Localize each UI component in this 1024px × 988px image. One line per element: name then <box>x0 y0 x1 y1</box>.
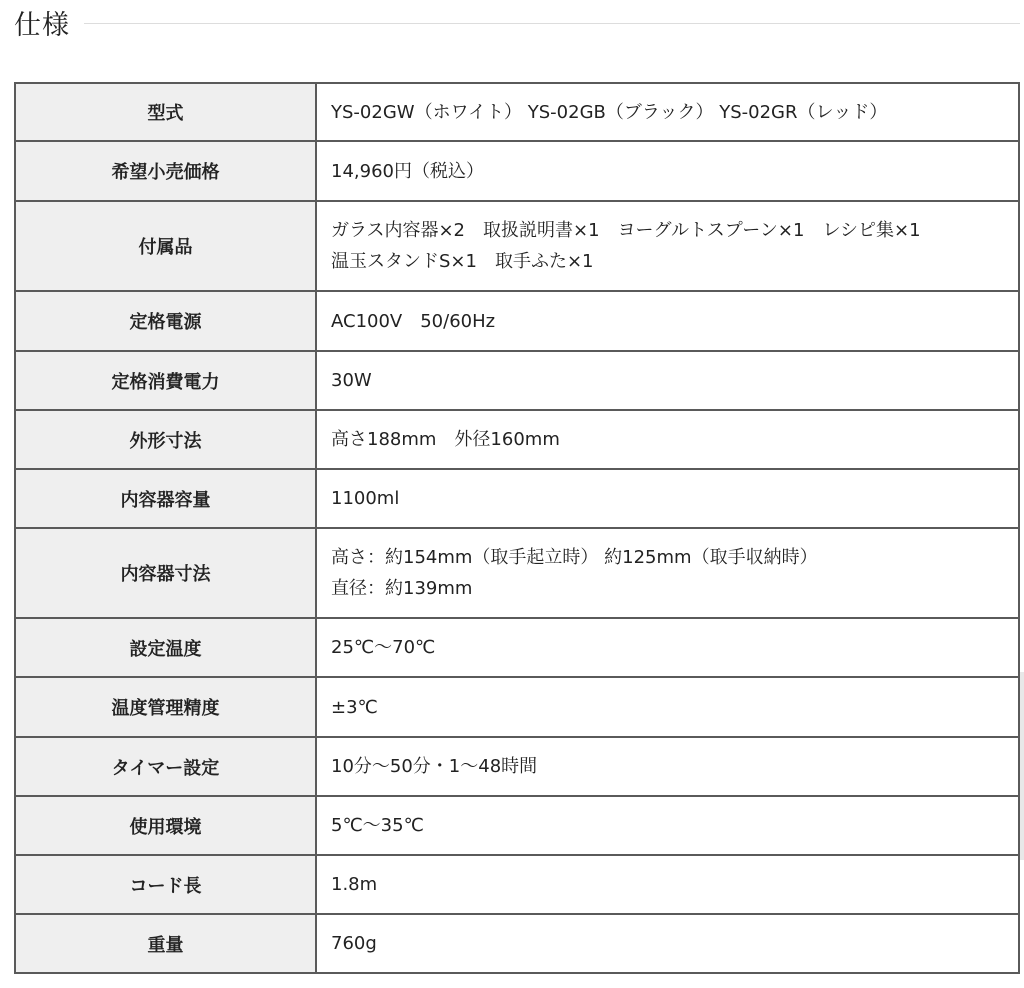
spec-value-line: 30W <box>331 370 372 391</box>
spec-row <box>15 410 1019 469</box>
spec-value-line: 高さ：約154mm（取手起立時） 約125mm（取手収納時） <box>331 547 818 568</box>
spec-value-line: 1100ml <box>331 488 400 509</box>
spec-label: 温度管理精度 <box>15 677 316 737</box>
spec-value <box>316 528 1019 618</box>
spec-value <box>316 410 1019 469</box>
spec-label: 定格消費電力 <box>15 351 316 410</box>
spec-value-line: 10分〜50分・1〜48時間 <box>331 756 538 777</box>
spec-value <box>316 914 1019 973</box>
spec-value <box>316 469 1019 528</box>
spec-label: 付属品 <box>15 201 316 291</box>
section-divider <box>84 23 1020 24</box>
spec-label: 内容器容量 <box>15 469 316 528</box>
spec-value <box>316 141 1019 201</box>
spec-label: コード長 <box>15 855 316 914</box>
spec-value-line: 25℃〜70℃ <box>331 637 436 658</box>
spec-table <box>14 82 1020 974</box>
spec-value-line: 温玉スタンドS×1 取手ふた×1 <box>331 251 594 272</box>
spec-value <box>316 677 1019 737</box>
spec-row <box>15 677 1019 737</box>
spec-value-line: ガラス内容器×2 取扱説明書×1 ヨーグルトスプーン×1 レシピ集×1 <box>331 220 921 241</box>
spec-label: 定格電源 <box>15 291 316 351</box>
spec-row <box>15 83 1019 141</box>
spec-row <box>15 528 1019 618</box>
spec-table-body <box>15 83 1019 973</box>
spec-label: タイマー設定 <box>15 737 316 796</box>
spec-value <box>316 737 1019 796</box>
spec-value-line: 直径：約139mm <box>331 578 473 599</box>
spec-row <box>15 351 1019 410</box>
spec-label: 設定温度 <box>15 618 316 677</box>
spec-value-line: 14,960円（税込） <box>331 160 484 182</box>
spec-value-line: 高さ188mm 外径160mm <box>331 429 560 450</box>
spec-row <box>15 141 1019 201</box>
spec-value <box>316 83 1019 141</box>
spec-value-line: ±3℃ <box>331 696 378 718</box>
scrollbar-track[interactable] <box>1020 672 1024 860</box>
spec-value-line: 760g <box>331 933 377 954</box>
spec-row <box>15 291 1019 351</box>
spec-label: 使用環境 <box>15 796 316 855</box>
spec-value <box>316 351 1019 410</box>
spec-label: 重量 <box>15 914 316 973</box>
spec-label: 希望小売価格 <box>15 141 316 201</box>
spec-value <box>316 201 1019 291</box>
spec-value-line: YS-02GW（ホワイト） YS-02GB（ブラック） YS-02GR（レッド） <box>331 101 888 123</box>
spec-row <box>15 618 1019 677</box>
spec-label: 内容器寸法 <box>15 528 316 618</box>
spec-row <box>15 855 1019 914</box>
spec-row <box>15 796 1019 855</box>
spec-value-line: 1.8m <box>331 874 378 895</box>
spec-value-line: 5℃〜35℃ <box>331 815 424 836</box>
spec-label: 型式 <box>15 83 316 141</box>
spec-value <box>316 291 1019 351</box>
spec-row <box>15 469 1019 528</box>
spec-value <box>316 855 1019 914</box>
spec-row <box>15 914 1019 973</box>
section-header <box>14 2 1020 42</box>
spec-value <box>316 796 1019 855</box>
spec-label: 外形寸法 <box>15 410 316 469</box>
section-title: 仕様 <box>14 9 70 41</box>
spec-value <box>316 618 1019 677</box>
spec-row <box>15 737 1019 796</box>
spec-row <box>15 201 1019 291</box>
spec-value-line: AC100V 50/60Hz <box>331 310 496 332</box>
